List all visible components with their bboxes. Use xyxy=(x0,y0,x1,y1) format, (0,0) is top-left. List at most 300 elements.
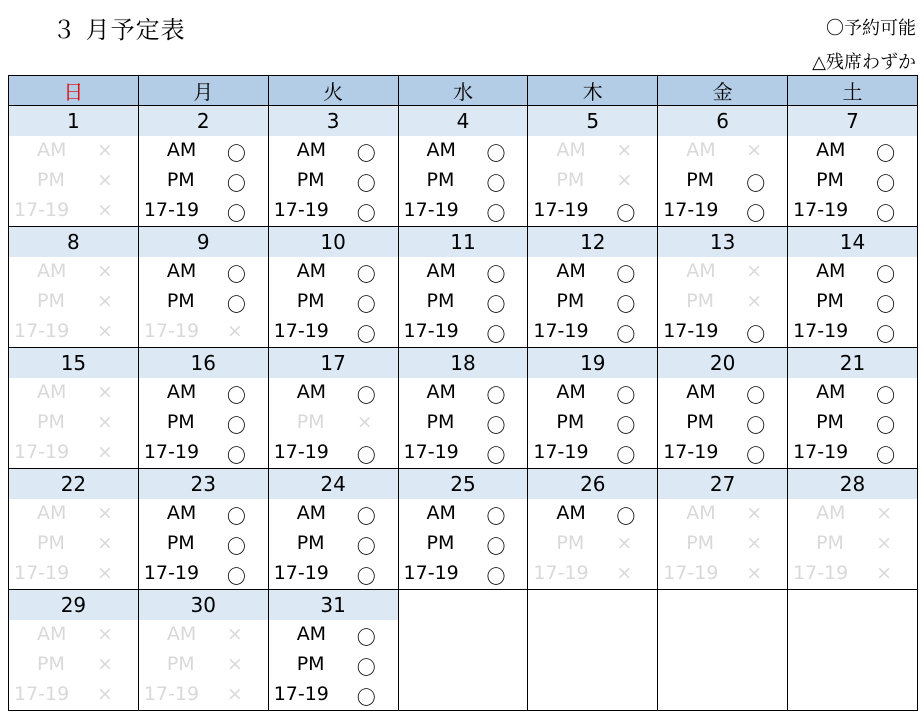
slot-label: PM xyxy=(37,169,65,191)
unavailable-mark: × xyxy=(616,562,633,584)
time-slot-ev xyxy=(528,317,657,347)
unavailable-mark: × xyxy=(226,683,243,705)
empty-day-cell xyxy=(398,590,528,711)
available-mark: 〇 xyxy=(356,687,376,709)
available-mark: 〇 xyxy=(616,264,636,286)
time-slot-am xyxy=(658,136,787,166)
slot-label: 17-19 xyxy=(14,683,70,705)
time-slot-am xyxy=(528,257,657,287)
time-slot-ev xyxy=(269,438,398,468)
slot-label: PM xyxy=(686,169,715,191)
time-slot-ev xyxy=(139,559,268,589)
available-mark: 〇 xyxy=(876,294,896,316)
unavailable-mark: × xyxy=(97,411,113,433)
unavailable-mark: × xyxy=(616,532,633,554)
time-slot-pm xyxy=(788,287,917,317)
time-slot-ev xyxy=(139,438,268,468)
time-slot-ev xyxy=(139,317,268,347)
time-slot-pm xyxy=(139,408,268,438)
slot-label: AM xyxy=(166,139,197,161)
slot-label: AM xyxy=(37,139,67,161)
slot-label: PM xyxy=(37,411,65,433)
slot-label: AM xyxy=(296,623,327,645)
empty-day-cell xyxy=(788,590,918,711)
unavailable-mark: × xyxy=(746,290,763,312)
day-number: 2 xyxy=(139,106,268,136)
weekday-tue: 火 xyxy=(268,76,398,106)
unavailable-mark: × xyxy=(226,653,243,675)
legend-few-seats: △残席わずか xyxy=(812,52,916,73)
slot-label: AM xyxy=(686,260,716,282)
week-row xyxy=(9,469,918,590)
day-number: 13 xyxy=(658,227,787,257)
unavailable-mark: × xyxy=(97,441,113,463)
time-slot-ev xyxy=(528,196,657,226)
slot-label: 17-19 xyxy=(273,562,329,584)
available-mark: 〇 xyxy=(486,536,506,558)
slot-label: 17-19 xyxy=(793,441,849,463)
week-row xyxy=(9,590,918,711)
available-mark: 〇 xyxy=(616,294,636,316)
day-cell xyxy=(9,590,139,711)
time-slot-ev xyxy=(139,196,268,226)
day-cell xyxy=(268,590,398,711)
slot-label: PM xyxy=(556,169,585,191)
weekday-mon: 月 xyxy=(138,76,268,106)
time-slot-pm xyxy=(658,408,787,438)
slot-label: 17-19 xyxy=(143,441,200,463)
slot-label: AM xyxy=(296,260,327,282)
unavailable-mark: × xyxy=(356,411,373,433)
time-slot-am xyxy=(9,499,138,529)
day-number: 17 xyxy=(269,348,398,378)
slot-label: 17-19 xyxy=(14,441,70,463)
available-mark: 〇 xyxy=(616,385,636,407)
time-slot-am xyxy=(528,499,657,529)
time-slot-am xyxy=(9,257,138,287)
day-cell xyxy=(528,348,658,469)
empty-day-cell xyxy=(658,590,788,711)
available-mark: 〇 xyxy=(876,143,896,165)
time-slot-ev xyxy=(269,559,398,589)
slot-label: AM xyxy=(37,502,67,524)
slot-label: PM xyxy=(426,532,455,554)
day-cell xyxy=(658,348,788,469)
time-slot-am xyxy=(399,499,528,529)
unavailable-mark: × xyxy=(97,653,113,675)
available-mark: 〇 xyxy=(356,203,376,225)
slot-label: AM xyxy=(426,502,456,524)
available-mark: 〇 xyxy=(226,264,246,286)
time-slot-pm xyxy=(528,529,657,559)
slot-label: AM xyxy=(37,260,67,282)
day-cell xyxy=(9,227,139,348)
day-cell xyxy=(658,106,788,227)
slot-label: 17-19 xyxy=(14,320,70,342)
available-mark: 〇 xyxy=(226,536,246,558)
day-cell xyxy=(138,590,268,711)
time-slot-ev xyxy=(9,196,138,226)
available-mark: 〇 xyxy=(356,143,376,165)
slot-label: AM xyxy=(816,139,846,161)
slot-label: PM xyxy=(37,653,65,675)
slot-label: PM xyxy=(37,532,65,554)
slot-label: 17-19 xyxy=(273,320,329,342)
time-slot-pm xyxy=(139,650,268,680)
slot-label: PM xyxy=(296,653,325,675)
available-mark: 〇 xyxy=(746,385,766,407)
time-slot-pm xyxy=(269,408,398,438)
day-number: 16 xyxy=(139,348,268,378)
available-mark: 〇 xyxy=(486,324,506,346)
available-mark: 〇 xyxy=(876,445,896,467)
time-slot-pm xyxy=(399,529,528,559)
time-slot-ev xyxy=(788,317,917,347)
time-slot-pm xyxy=(399,287,528,317)
day-cell xyxy=(9,348,139,469)
unavailable-mark: × xyxy=(97,683,113,705)
slot-label: 17-19 xyxy=(143,683,200,705)
weekday-sat: 土 xyxy=(788,76,918,106)
time-slot-ev xyxy=(658,317,787,347)
time-slot-am xyxy=(399,257,528,287)
slot-label: PM xyxy=(296,290,325,312)
time-slot-pm xyxy=(9,408,138,438)
slot-label: 17-19 xyxy=(533,199,589,221)
unavailable-mark: × xyxy=(876,562,892,584)
day-cell xyxy=(398,227,528,348)
time-slot-pm xyxy=(9,166,138,196)
time-slot-am xyxy=(139,499,268,529)
unavailable-mark: × xyxy=(746,502,763,524)
slot-label: 17-19 xyxy=(533,562,589,584)
day-number: 6 xyxy=(658,106,787,136)
slot-label: PM xyxy=(816,169,844,191)
day-cell xyxy=(398,469,528,590)
legend-available: 〇予約可能 xyxy=(826,18,916,39)
available-mark: 〇 xyxy=(226,385,246,407)
available-mark: 〇 xyxy=(226,294,246,316)
slot-label: PM xyxy=(816,411,844,433)
unavailable-mark: × xyxy=(97,290,113,312)
day-number: 24 xyxy=(269,469,398,499)
slot-label: 17-19 xyxy=(403,320,459,342)
available-mark: 〇 xyxy=(746,203,766,225)
available-mark: 〇 xyxy=(876,264,896,286)
available-mark: 〇 xyxy=(616,415,636,437)
time-slot-am xyxy=(139,620,268,650)
available-mark: 〇 xyxy=(876,203,896,225)
time-slot-am xyxy=(658,257,787,287)
weekday-wed: 水 xyxy=(398,76,528,106)
slot-label: AM xyxy=(166,260,197,282)
time-slot-ev xyxy=(399,438,528,468)
available-mark: 〇 xyxy=(876,173,896,195)
day-cell xyxy=(268,348,398,469)
slot-label: PM xyxy=(426,411,455,433)
slot-label: AM xyxy=(556,260,586,282)
unavailable-mark: × xyxy=(97,623,113,645)
slot-label: 17-19 xyxy=(793,562,849,584)
unavailable-mark: × xyxy=(616,169,633,191)
time-slot-pm xyxy=(528,408,657,438)
slot-label: AM xyxy=(166,623,197,645)
unavailable-mark: × xyxy=(746,260,763,282)
time-slot-pm xyxy=(269,529,398,559)
time-slot-am xyxy=(528,136,657,166)
time-slot-am xyxy=(269,499,398,529)
available-mark: 〇 xyxy=(356,445,376,467)
day-cell xyxy=(268,469,398,590)
day-number: 4 xyxy=(399,106,528,136)
available-mark: 〇 xyxy=(486,264,506,286)
day-number: 15 xyxy=(9,348,138,378)
time-slot-pm xyxy=(399,166,528,196)
day-number: 22 xyxy=(9,469,138,499)
day-number: 28 xyxy=(788,469,917,499)
slot-label: AM xyxy=(686,381,716,403)
day-number: 18 xyxy=(399,348,528,378)
time-slot-pm xyxy=(658,287,787,317)
slot-label: PM xyxy=(686,532,715,554)
available-mark: 〇 xyxy=(616,203,636,225)
day-number: 9 xyxy=(139,227,268,257)
unavailable-mark: × xyxy=(746,562,763,584)
day-cell xyxy=(398,106,528,227)
day-cell xyxy=(788,348,918,469)
unavailable-mark: × xyxy=(746,532,763,554)
unavailable-mark: × xyxy=(876,502,892,524)
unavailable-mark: × xyxy=(226,320,243,342)
available-mark: 〇 xyxy=(746,173,766,195)
slot-label: PM xyxy=(556,290,585,312)
slot-label: PM xyxy=(426,290,455,312)
slot-label: PM xyxy=(296,169,325,191)
available-mark: 〇 xyxy=(356,657,376,679)
available-mark: 〇 xyxy=(356,264,376,286)
unavailable-mark: × xyxy=(226,623,243,645)
page-title: ３ 月予定表 xyxy=(52,16,186,44)
time-slot-am xyxy=(788,257,917,287)
slot-label: AM xyxy=(37,623,67,645)
slot-label: 17-19 xyxy=(663,199,719,221)
time-slot-pm xyxy=(658,166,787,196)
slot-label: PM xyxy=(166,411,195,433)
available-mark: 〇 xyxy=(356,173,376,195)
day-cell xyxy=(528,227,658,348)
slot-label: 17-19 xyxy=(14,199,70,221)
time-slot-pm xyxy=(658,529,787,559)
empty-day-cell xyxy=(528,590,658,711)
available-mark: 〇 xyxy=(486,445,506,467)
slot-label: AM xyxy=(426,260,456,282)
available-mark: 〇 xyxy=(486,143,506,165)
time-slot-am xyxy=(788,499,917,529)
slot-label: 17-19 xyxy=(143,199,200,221)
available-mark: 〇 xyxy=(226,506,246,528)
slot-label: AM xyxy=(426,381,456,403)
day-number: 21 xyxy=(788,348,917,378)
slot-label: AM xyxy=(556,139,586,161)
time-slot-am xyxy=(658,378,787,408)
day-number: 29 xyxy=(9,590,138,620)
time-slot-pm xyxy=(788,408,917,438)
slot-label: AM xyxy=(816,502,846,524)
available-mark: 〇 xyxy=(746,415,766,437)
slot-label: AM xyxy=(556,502,586,524)
available-mark: 〇 xyxy=(876,324,896,346)
time-slot-am xyxy=(658,499,787,529)
available-mark: 〇 xyxy=(616,506,636,528)
time-slot-ev xyxy=(658,559,787,589)
time-slot-am xyxy=(269,620,398,650)
day-cell xyxy=(9,106,139,227)
unavailable-mark: × xyxy=(97,139,113,161)
time-slot-ev xyxy=(269,680,398,710)
slot-label: PM xyxy=(686,411,715,433)
available-mark: 〇 xyxy=(356,506,376,528)
slot-label: PM xyxy=(166,290,195,312)
day-number: 12 xyxy=(528,227,657,257)
slot-label: AM xyxy=(686,502,716,524)
slot-label: 17-19 xyxy=(143,320,200,342)
time-slot-ev xyxy=(9,680,138,710)
day-cell xyxy=(268,106,398,227)
day-number: 20 xyxy=(658,348,787,378)
time-slot-am xyxy=(269,378,398,408)
time-slot-ev xyxy=(658,196,787,226)
slot-label: PM xyxy=(37,290,65,312)
time-slot-pm xyxy=(139,287,268,317)
available-mark: 〇 xyxy=(226,415,246,437)
time-slot-ev xyxy=(9,559,138,589)
time-slot-pm xyxy=(269,650,398,680)
time-slot-am xyxy=(788,378,917,408)
time-slot-am xyxy=(9,136,138,166)
day-cell xyxy=(528,106,658,227)
available-mark: 〇 xyxy=(486,415,506,437)
slot-label: AM xyxy=(426,139,456,161)
unavailable-mark: × xyxy=(97,532,113,554)
slot-label: AM xyxy=(296,502,327,524)
weekday-header-row xyxy=(9,76,918,106)
available-mark: 〇 xyxy=(356,294,376,316)
slot-label: 17-19 xyxy=(403,441,459,463)
available-mark: 〇 xyxy=(486,294,506,316)
day-cell xyxy=(788,227,918,348)
slot-label: 17-19 xyxy=(663,320,719,342)
slot-label: 17-19 xyxy=(273,441,329,463)
day-number: 19 xyxy=(528,348,657,378)
time-slot-pm xyxy=(528,166,657,196)
day-number: 31 xyxy=(269,590,398,620)
slot-label: PM xyxy=(166,653,195,675)
week-row xyxy=(9,227,918,348)
slot-label: 17-19 xyxy=(533,320,589,342)
day-cell xyxy=(658,227,788,348)
day-number: 10 xyxy=(269,227,398,257)
time-slot-ev xyxy=(788,196,917,226)
available-mark: 〇 xyxy=(746,445,766,467)
time-slot-pm xyxy=(9,650,138,680)
time-slot-am xyxy=(269,136,398,166)
available-mark: 〇 xyxy=(226,203,246,225)
unavailable-mark: × xyxy=(97,381,113,403)
day-cell xyxy=(788,106,918,227)
time-slot-ev xyxy=(399,196,528,226)
available-mark: 〇 xyxy=(486,203,506,225)
time-slot-ev xyxy=(269,317,398,347)
time-slot-ev xyxy=(658,438,787,468)
day-cell xyxy=(9,469,139,590)
time-slot-am xyxy=(399,378,528,408)
time-slot-pm xyxy=(139,166,268,196)
slot-label: 17-19 xyxy=(663,441,719,463)
slot-label: 17-19 xyxy=(403,199,459,221)
unavailable-mark: × xyxy=(876,532,892,554)
time-slot-pm xyxy=(9,529,138,559)
day-cell xyxy=(138,469,268,590)
slot-label: PM xyxy=(556,532,585,554)
time-slot-am xyxy=(528,378,657,408)
time-slot-pm xyxy=(9,287,138,317)
available-mark: 〇 xyxy=(486,566,506,588)
day-number: 8 xyxy=(9,227,138,257)
available-mark: 〇 xyxy=(356,627,376,649)
unavailable-mark: × xyxy=(97,562,113,584)
weekday-sun: 日 xyxy=(9,76,139,106)
time-slot-pm xyxy=(269,287,398,317)
slot-label: AM xyxy=(556,381,586,403)
time-slot-ev xyxy=(9,438,138,468)
available-mark: 〇 xyxy=(616,324,636,346)
slot-label: AM xyxy=(816,260,846,282)
time-slot-ev xyxy=(399,317,528,347)
slot-label: PM xyxy=(166,532,195,554)
unavailable-mark: × xyxy=(97,199,113,221)
time-slot-ev xyxy=(9,317,138,347)
time-slot-am xyxy=(139,257,268,287)
slot-label: AM xyxy=(296,139,327,161)
slot-label: 17-19 xyxy=(403,562,459,584)
available-mark: 〇 xyxy=(876,385,896,407)
available-mark: 〇 xyxy=(486,173,506,195)
slot-label: 17-19 xyxy=(273,199,329,221)
slot-label: 17-19 xyxy=(793,199,849,221)
day-cell xyxy=(658,469,788,590)
day-cell xyxy=(138,348,268,469)
day-number: 23 xyxy=(139,469,268,499)
time-slot-ev xyxy=(269,196,398,226)
available-mark: 〇 xyxy=(226,566,246,588)
time-slot-ev xyxy=(528,559,657,589)
slot-label: AM xyxy=(166,381,197,403)
time-slot-am xyxy=(139,136,268,166)
day-number: 14 xyxy=(788,227,917,257)
slot-label: AM xyxy=(816,381,846,403)
calendar-table xyxy=(8,75,918,711)
day-number: 7 xyxy=(788,106,917,136)
available-mark: 〇 xyxy=(356,324,376,346)
time-slot-ev xyxy=(399,559,528,589)
time-slot-pm xyxy=(528,287,657,317)
day-cell xyxy=(788,469,918,590)
available-mark: 〇 xyxy=(226,445,246,467)
day-number: 1 xyxy=(9,106,138,136)
time-slot-pm xyxy=(269,166,398,196)
slot-label: PM xyxy=(686,290,715,312)
slot-label: PM xyxy=(816,290,844,312)
